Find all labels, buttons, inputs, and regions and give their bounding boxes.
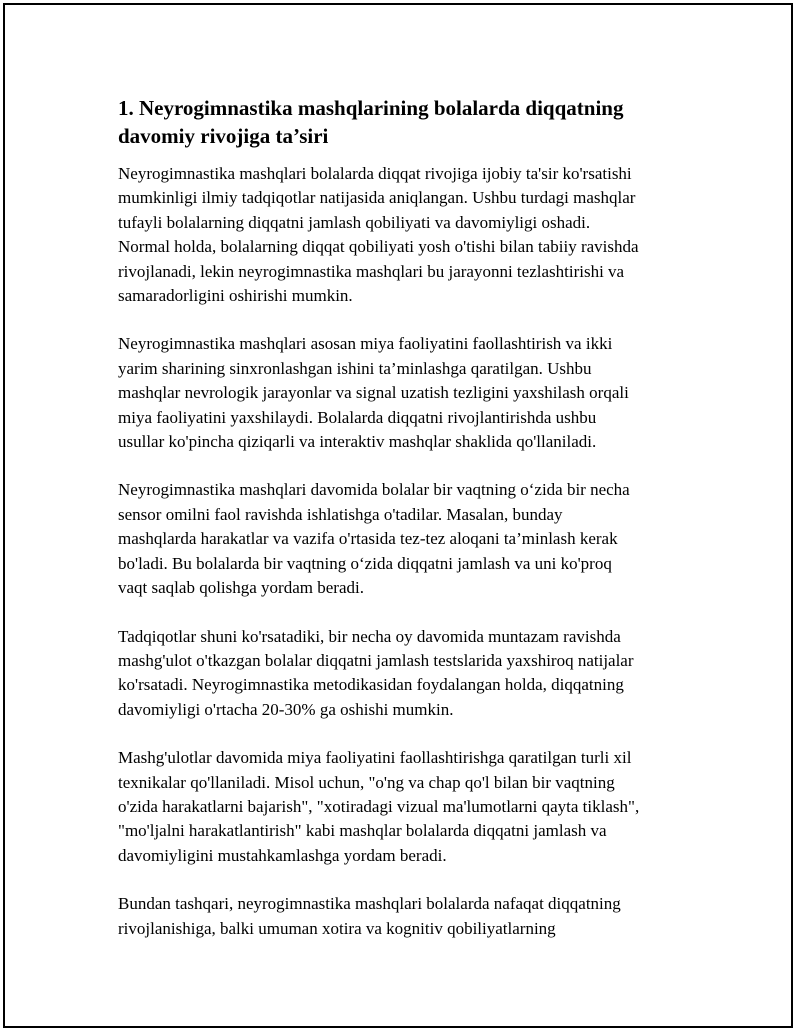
body-paragraph: [118, 332, 718, 454]
text-line: mumkinligi ilmiy tadqiqotlar natijasida aniqlangan. Ushbu turdagi mashqlar: [118, 188, 636, 208]
text-line: mashg'ulot o'tkazgan bolalar diqqatni jamlash testslarida yaxshiroq natijalar: [118, 650, 634, 670]
text-line: rivojlanishiga, balki umuman xotira va kognitiv qobiliyatlarning: [118, 918, 556, 938]
text-line: "mo'ljalni harakatlantirish" kabi mashqlar bolalarda diqqatni jamlash va: [118, 821, 607, 841]
text-line: miya faoliyatini yaxshilaydi. Bolalarda diqqatni rivojlantirishda ushbu: [118, 407, 597, 427]
text-line: mashqlarda harakatlar va vazifa o'rtasida tez-tez aloqani ta’minlash kerak: [118, 529, 618, 549]
text-line: texnikalar qo'llaniladi. Misol uchun, "o'ng va chap qo'l bilan bir vaqtning: [118, 772, 615, 792]
text-line: tufayli bolalarning diqqatni jamlash qobiliyati va davomiyligi oshadi.: [118, 212, 591, 232]
text-line: ko'rsatadi. Neyrogimnastika metodikasidan foydalangan holda, diqqatning: [118, 675, 624, 695]
text-line: bo'ladi. Bu bolalarda bir vaqtning o‘zida diqqatni jamlash va uni ko'proq: [118, 553, 612, 573]
body-paragraph: [118, 478, 718, 600]
text-line: o'zida harakatlarni bajarish", "xotiradagi vizual ma'lumotlarni qayta tiklash",: [118, 796, 640, 816]
text-line: usullar ko'pincha qiziqarli va interaktiv mashqlar shaklida qo'llaniladi.: [118, 432, 597, 452]
text-line: Neyrogimnastika mashqlari davomida bolalar bir vaqtning o‘zida bir necha: [118, 480, 630, 500]
text-line: davomiyligini mustahkamlashga yordam beradi.: [118, 845, 447, 865]
text-line: sensor omilni faol ravishda ishlatishga o'tadilar. Masalan, bunday: [118, 504, 563, 524]
body-paragraph: [118, 625, 718, 723]
text-line: Neyrogimnastika mashqlari bolalarda diqqat rivojiga ijobiy ta'sir ko'rsatishi: [118, 164, 632, 183]
text-line: Neyrogimnastika mashqlari asosan miya faoliyatini faollashtirish va ikki: [118, 334, 613, 354]
text-line: Bundan tashqari, neyrogimnastika mashqlari bolalarda nafaqat diqqatning: [118, 894, 621, 914]
document-body: [118, 94, 718, 965]
body-paragraph: [118, 892, 718, 941]
text-line: samaradorligini oshirishi mumkin.: [118, 286, 353, 306]
text-line: Normal holda, bolalarning diqqat qobiliyati yosh o'tishi bilan tabiiy ravishda: [118, 237, 639, 257]
text-line: davomiyligi o'rtacha 20-30% ga oshishi mumkin.: [118, 699, 454, 719]
text-line: Tadqiqotlar shuni ko'rsatadiki, bir necha oy davomida muntazam ravishda: [118, 626, 621, 646]
text-line: Mashg'ulotlar davomida miya faoliyatini faollashtirishga qaratilgan turli xil: [118, 748, 632, 768]
body-paragraph: [118, 162, 718, 308]
body-paragraph: [118, 746, 718, 868]
section-heading: [118, 94, 718, 150]
text-line: vaqt saqlab qolishga yordam beradi.: [118, 578, 364, 598]
text-line: mashqlar nevrologik jarayonlar va signal uzatish tezligini yaxshilash orqali: [118, 383, 629, 403]
heading-line: davomiy rivojiga ta’siri: [118, 124, 329, 148]
text-line: rivojlanadi, lekin neyrogimnastika mashqlari bu jarayonni tezlashtirishi va: [118, 261, 625, 281]
text-line: yarim sharining sinxronlashgan ishini ta’minlashga qaratilgan. Ushbu: [118, 358, 592, 378]
heading-line: 1. Neyrogimnastika mashqlarining bolalarda diqqatning: [118, 96, 624, 120]
